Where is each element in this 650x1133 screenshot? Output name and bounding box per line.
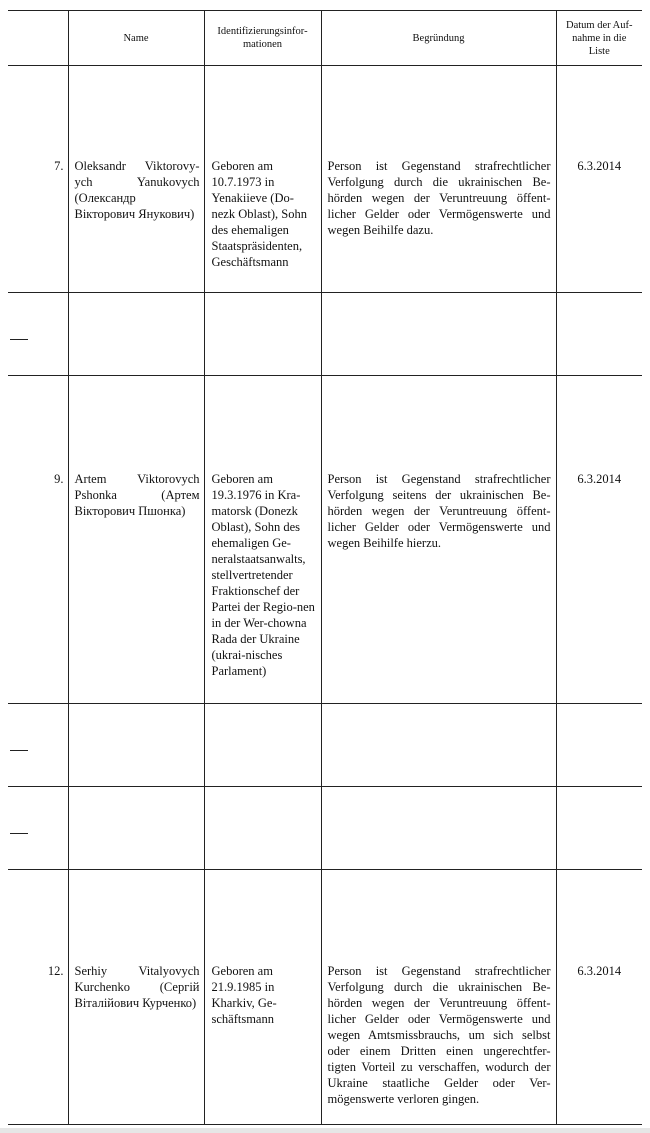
- date-cell: [556, 293, 642, 376]
- name-cell: [68, 787, 204, 870]
- row-number-cell: [8, 704, 68, 787]
- listing-date: 6.3.2014: [577, 159, 622, 173]
- reason-cell: [321, 870, 556, 1125]
- reason-cell: [321, 787, 556, 870]
- header-identification: Identifizierungsinfor-mationen: [204, 11, 321, 66]
- row-number-cell: [8, 787, 68, 870]
- header-listing-date: Datum der Auf-nahme in die Liste: [556, 11, 642, 66]
- identification-cell: [204, 870, 321, 1125]
- table-header: [8, 11, 642, 66]
- name-cell: [68, 376, 204, 704]
- reason-text: Person ist Gegenstand strafrechtlicher Verfolgung durch die ukrainischen Be-hörden wegen der Veruntreuung öffent-licher Gelder oder Vermögenswerte und wegen Amtsmissbrauchs, um sich selbst oder einem Dritten einen ungerechtfer-tigten Vorteil zu verschaffen, wodurch der Ukraine staatliche Gelder oder Ver-mögenswerte verloren gingen.: [327, 964, 551, 1106]
- table-body: [8, 66, 642, 1125]
- reason-cell: [321, 376, 556, 704]
- header-reason: Begründung: [321, 11, 556, 66]
- header-name: Name: [68, 11, 204, 66]
- identification-cell: [204, 66, 321, 293]
- header-row: [8, 11, 642, 66]
- table-row: [8, 787, 642, 870]
- name-cell: [68, 293, 204, 376]
- person-name: Serhiy Vitalyovych Kurchenko (Сергій Віталійович Курченко): [74, 964, 200, 1010]
- date-cell: [556, 704, 642, 787]
- reason-text: Person ist Gegenstand strafrechtlicher Verfolgung durch die ukrainischen Be-hörden wegen der Veruntreuung öffent-licher Gelder oder Vermögenswerte und wegen Beihilfe dazu.: [327, 159, 551, 237]
- table-row: [8, 293, 642, 376]
- date-cell: [556, 376, 642, 704]
- identification-cell: [204, 293, 321, 376]
- row-number-cell: [8, 870, 68, 1125]
- table-row: [8, 376, 642, 704]
- identification-info: Geboren am 21.9.1985 in Kharkiv, Ge-schäftsmann: [211, 964, 277, 1026]
- name-cell: [68, 870, 204, 1125]
- header-number: [8, 11, 68, 66]
- listing-date: 6.3.2014: [577, 964, 622, 978]
- name-cell: [68, 704, 204, 787]
- reason-cell: [321, 704, 556, 787]
- listing-date: 6.3.2014: [577, 472, 622, 486]
- row-number: 12.: [47, 964, 64, 978]
- identification-info: Geboren am 19.3.1976 in Kra-matorsk (Donezk Oblast), Sohn des ehemaligen Ge-neralstaatsanwalts, stellvertretender Fraktionschef der Partei der Regio-nen in der Wer-chowna Rada der Ukraine (ukrai-nisches Parlament): [211, 472, 315, 678]
- date-cell: [556, 870, 642, 1125]
- person-name: Artem Viktorovych Pshonka (Артем Вікторович Пшонка): [74, 472, 200, 518]
- row-number: 7.: [54, 159, 64, 173]
- deleted-entry-dash: [10, 833, 28, 834]
- row-number-cell: [8, 293, 68, 376]
- deleted-entry-dash: [10, 750, 28, 751]
- identification-cell: [204, 704, 321, 787]
- reason-cell: [321, 293, 556, 376]
- identification-info: Geboren am 10.7.1973 in Yenakiieve (Do-nezk Oblast), Sohn des ehemaligen Staatspräsidenten, Geschäftsmann: [211, 159, 307, 269]
- date-cell: [556, 66, 642, 293]
- row-number-cell: [8, 66, 68, 293]
- row-number-cell: [8, 376, 68, 704]
- table-row: [8, 66, 642, 293]
- reason-cell: [321, 66, 556, 293]
- deleted-entry-dash: [10, 339, 28, 340]
- sanctions-table: [8, 10, 642, 1125]
- name-cell: [68, 66, 204, 293]
- row-number: 9.: [54, 472, 64, 486]
- identification-cell: [204, 787, 321, 870]
- table-row: [8, 870, 642, 1125]
- table-row: [8, 704, 642, 787]
- reason-text: Person ist Gegenstand strafrechtlicher Verfolgung seitens der ukrainischen Be-hörden wegen der Veruntreuung öffent-licher Gelder oder Vermögenswerte und wegen Beihilfe hierzu.: [327, 472, 551, 550]
- identification-cell: [204, 376, 321, 704]
- date-cell: [556, 787, 642, 870]
- page-bottom-edge: [0, 1128, 650, 1133]
- person-name: Oleksandr Viktorovy-ych Yanukovych (Олександр Вікторович Янукович): [74, 159, 200, 221]
